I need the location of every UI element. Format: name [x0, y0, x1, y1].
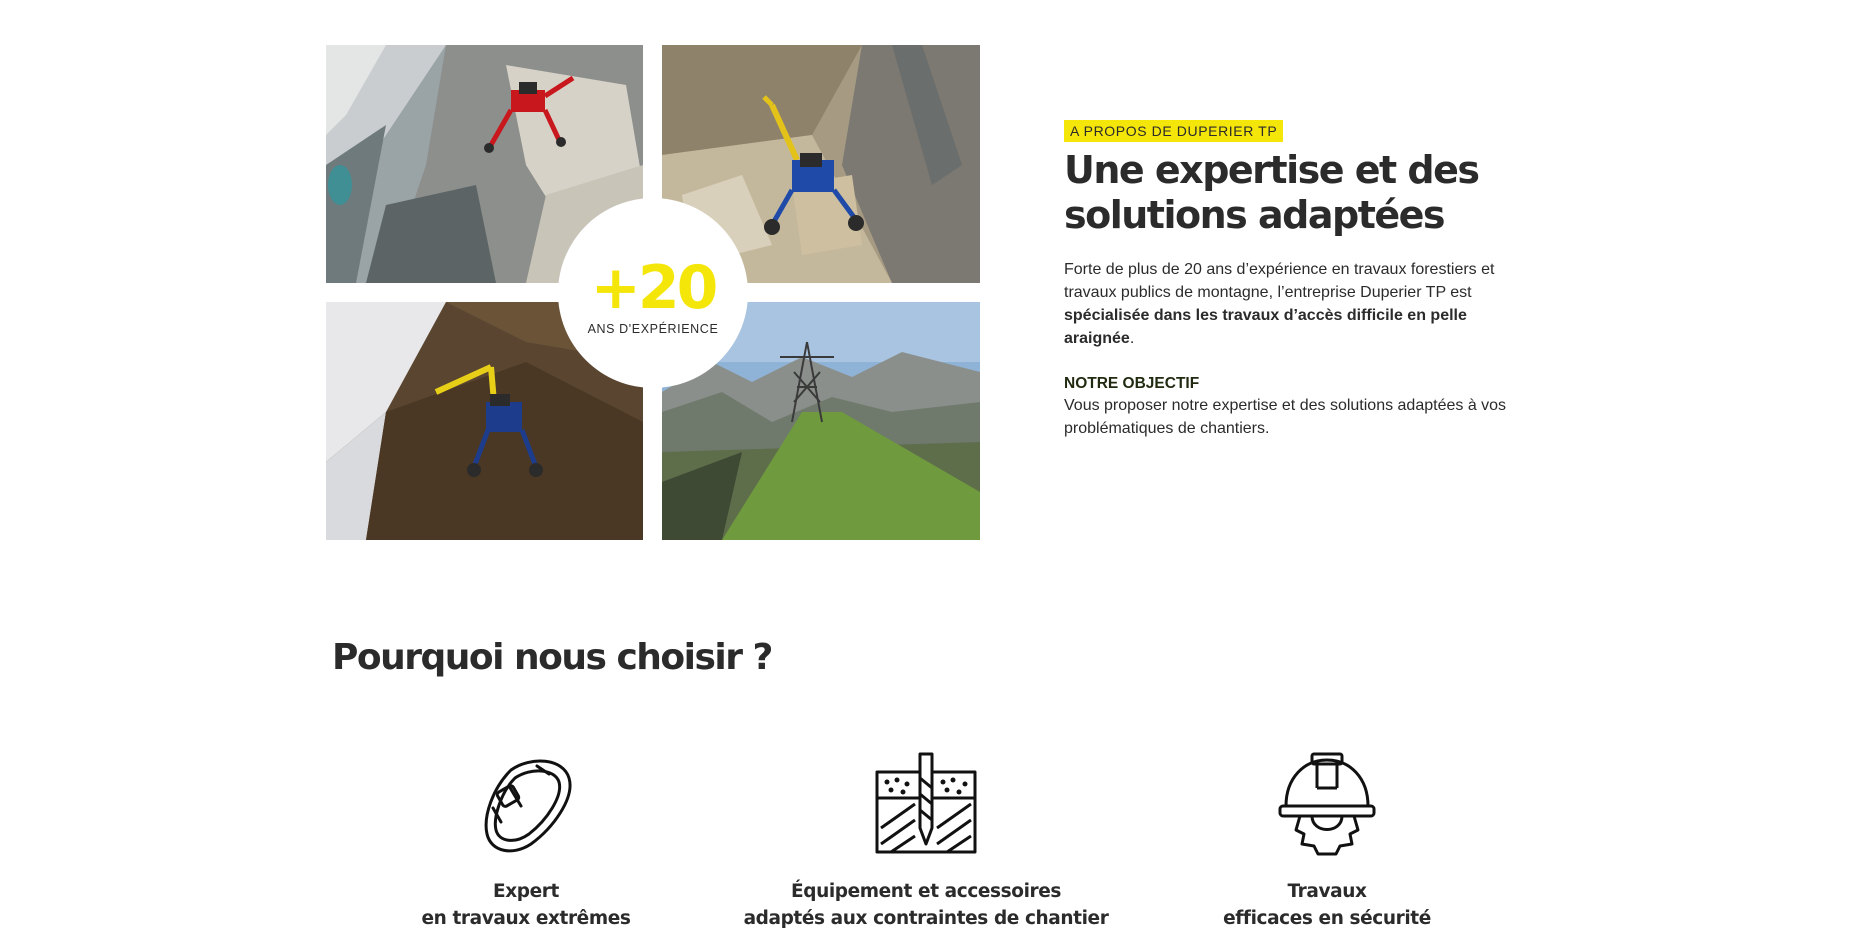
about-paragraph-intro: Forte de plus de 20 ans d’expérience en travaux forestiers et travaux publics de montagne, l’entreprise Duperier TP est [1064, 261, 1495, 301]
feature-equipment-line1: Équipement et accessoires [790, 881, 1061, 902]
safety-helmet-gear-icon [1272, 748, 1382, 858]
feature-expert-label [422, 878, 631, 932]
about-eyebrow: A PROPOS DE DUPERIER TP [1064, 120, 1283, 142]
objective-title: NOTRE OBJECTIF [1064, 375, 1200, 392]
carabiner-icon [471, 748, 581, 858]
about-paragraph-end: . [1129, 330, 1135, 347]
feature-equipment-label [744, 878, 1109, 932]
feature-safety [1117, 748, 1537, 932]
feature-expert-line1: Expert [493, 881, 559, 902]
why-title: Pourquoi nous choisir ? [332, 637, 772, 678]
feature-expert-line2: en travaux extrêmes [421, 908, 631, 929]
feature-safety-line1: Travaux [1287, 881, 1367, 902]
objective-text: Vous proposer notre expertise et des solutions adaptées à vos problématiques de chantiers. [1064, 397, 1507, 437]
about-paragraph [1064, 258, 1524, 350]
drilling-soil-icon [871, 748, 981, 858]
about-text-column [1064, 120, 1534, 440]
feature-safety-label [1223, 878, 1431, 932]
about-paragraph-bold: spécialisée dans les travaux d’accès difficile en pelle araignée [1064, 307, 1467, 347]
about-title [1064, 148, 1534, 238]
experience-number: +20 [590, 253, 716, 323]
feature-equipment [716, 748, 1136, 932]
feature-equipment-line2: adaptés aux contraintes de chantier [743, 908, 1109, 929]
feature-expert [316, 748, 736, 932]
feature-safety-line2: efficaces en sécurité [1223, 908, 1431, 929]
experience-caption: ANS D'EXPÉRIENCE [587, 322, 719, 336]
experience-badge [558, 198, 748, 388]
about-title-line2: solutions adaptées [1064, 193, 1445, 237]
about-title-line1: Une expertise et des [1064, 148, 1479, 192]
